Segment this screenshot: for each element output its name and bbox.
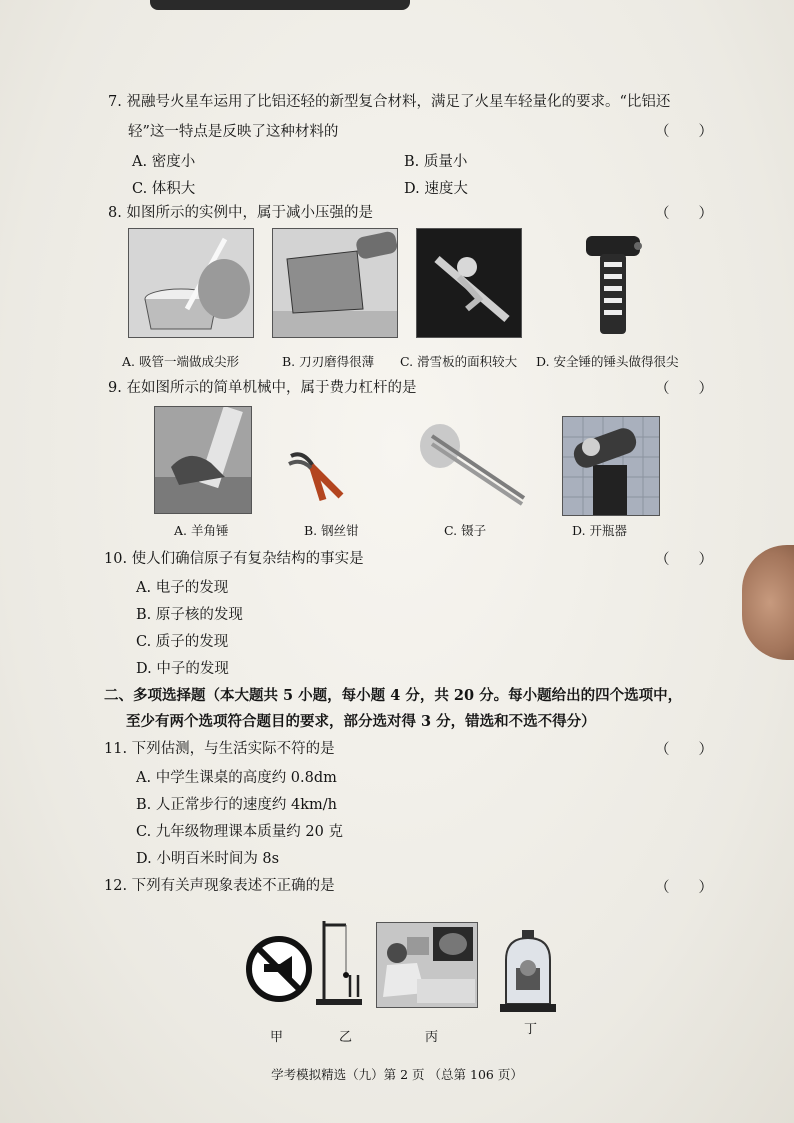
q7-option-b: B. 质量小: [404, 154, 468, 170]
q7-line2: 轻”这一特点是反映了这种材料的: [128, 124, 339, 140]
q8-caption-c: C. 滑雪板的面积较大: [400, 354, 518, 369]
tweezers-illustration: [418, 416, 530, 506]
q10-option-a: A. 电子的发现: [136, 580, 229, 596]
q9-photo-pliers: [283, 446, 347, 502]
q8-question: 8. 如图所示的实例中，属于减小压强的是: [108, 205, 373, 221]
q12-figure-bing: [376, 922, 478, 1008]
q12-figure-ding: [496, 928, 560, 1014]
q11-question: 11. 下列估测，与生活实际不符的是: [104, 741, 335, 757]
q12-figure-jia: [244, 934, 314, 1004]
q12-question: 12. 下列有关声现象表述不正确的是: [104, 878, 335, 894]
q12-label-yi: 乙: [339, 1030, 353, 1045]
q11-option-a: A. 中学生课桌的高度约 0.8dm: [136, 770, 337, 786]
q9-caption-a: A. 羊角锤: [174, 523, 229, 538]
pliers-illustration: [283, 446, 347, 502]
q11-option-b: B. 人正常步行的速度约 4km/h: [136, 797, 337, 813]
q7-option-a: A. 密度小: [132, 154, 196, 170]
q12-label-ding: 丁: [524, 1022, 538, 1037]
q10-option-d: D. 中子的发现: [136, 661, 229, 677]
q8-caption-b: B. 刀刃磨得很薄: [282, 354, 375, 369]
q8-photo-straw: [128, 228, 254, 338]
q10-answer-paren: （ ）: [655, 552, 713, 568]
ultrasound-exam-illustration: [377, 923, 477, 1007]
cleaver-illustration: [273, 229, 397, 337]
no-honking-sign-icon: [244, 934, 314, 1004]
q9-caption-d: D. 开瓶器: [572, 523, 628, 538]
q7-answer-paren: （ ）: [655, 124, 713, 140]
q9-photo-tweezers: [418, 416, 530, 506]
q9-photo-bottle-opener: [562, 416, 660, 516]
q8-answer-paren: （ ）: [655, 206, 713, 222]
q11-option-d: D. 小明百米时间为 8s: [136, 851, 280, 867]
q7-option-c: C. 体积大: [132, 181, 196, 197]
q8-photo-ski: [416, 228, 522, 338]
bell-jar-vacuum-icon: [496, 928, 560, 1014]
q12-figure-yi: [312, 915, 366, 1007]
q10-option-b: B. 原子核的发现: [136, 607, 243, 623]
q12-label-jia: 甲: [270, 1030, 284, 1045]
q9-caption-b: B. 钢丝钳: [304, 523, 359, 538]
q7-option-d: D. 速度大: [404, 181, 468, 197]
q9-question: 9. 在如图所示的简单机械中，属于费力杠杆的是: [108, 380, 417, 396]
q8-caption-a: A. 吸管一端做成尖形: [122, 354, 239, 369]
page-footer: 学考模拟精选（九）第 2 页 （总第 106 页）: [271, 1067, 523, 1082]
section2-heading-line2: 至少有两个选项符合题目的要求，部分选对得 3 分，错选和不选不得分）: [126, 713, 596, 730]
q10-question: 10. 使人们确信原子有复杂结构的事实是: [104, 551, 364, 567]
q11-answer-paren: （ ）: [655, 742, 713, 758]
q9-caption-c: C. 镊子: [444, 523, 487, 538]
q9-answer-paren: （ ）: [655, 381, 713, 397]
q9-photo-claw-hammer: [154, 406, 252, 514]
q10-option-c: C. 质子的发现: [136, 634, 229, 650]
claw-hammer-illustration: [155, 407, 251, 513]
q7-line1: 7. 祝融号火星车运用了比铝还轻的新型复合材料，满足了火星车轻量化的要求。“比铝还: [108, 94, 671, 110]
page-edge-shadow: [150, 0, 410, 10]
q8-photo-hammer: [586, 228, 642, 336]
bottle-opener-illustration: [563, 417, 659, 515]
skier-illustration: [417, 229, 521, 337]
q12-answer-paren: （ ）: [655, 880, 713, 896]
q8-photo-knife: [272, 228, 398, 338]
straw-cup-illustration: [129, 229, 253, 337]
q12-label-bing: 丙: [425, 1030, 439, 1045]
safety-hammer-illustration: [586, 228, 642, 336]
q11-option-c: C. 九年级物理课本质量约 20 克: [136, 824, 343, 840]
section2-heading-line1: 二、多项选择题（本大题共 5 小题，每小题 4 分，共 20 分。每小题给出的四个选项中，: [104, 687, 683, 704]
tuning-fork-stand-icon: [312, 915, 366, 1007]
q8-caption-d: D. 安全锤的锤头做得很尖: [536, 354, 679, 369]
